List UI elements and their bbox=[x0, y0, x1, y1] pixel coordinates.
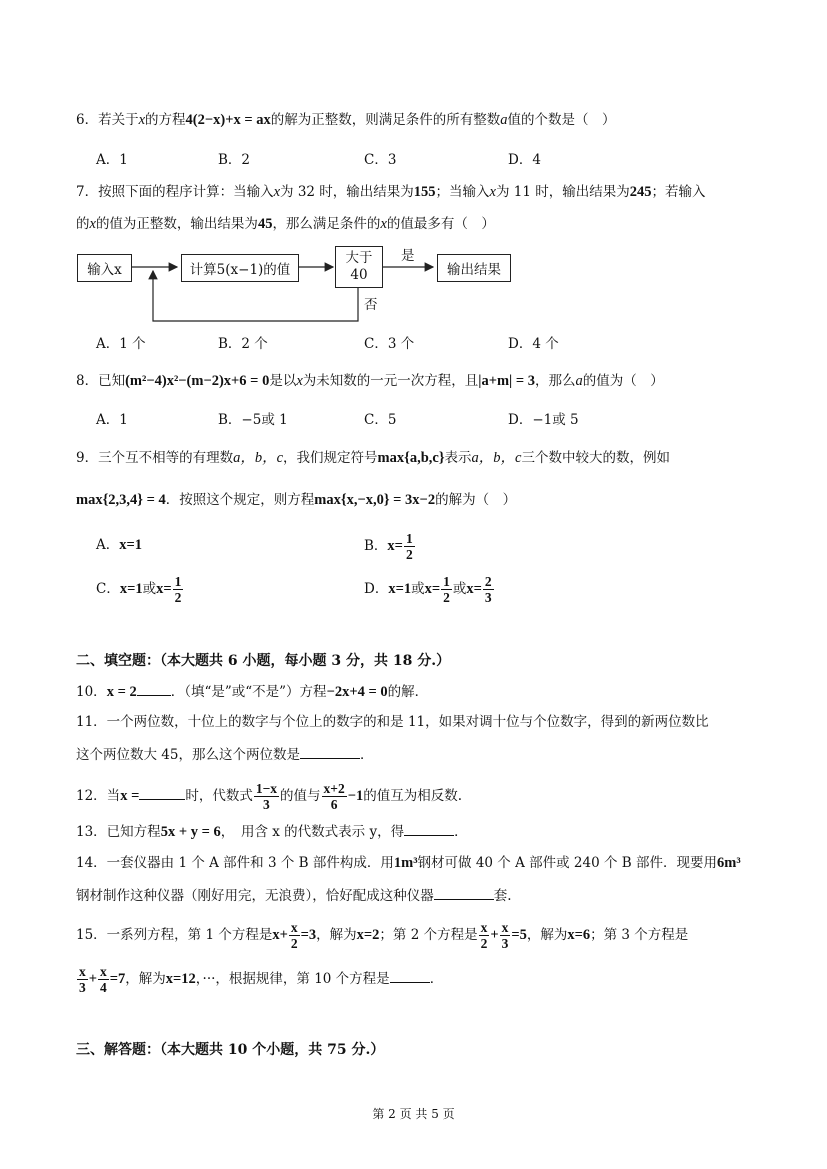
q7-stem-line1: 7．按照下面的程序计算：当输入x为 32 时，输出结果为155；当输入x为 11 时，输出结果为245；若输入 bbox=[76, 184, 706, 200]
flow-compute-box: 计算5(x−1)的值 bbox=[181, 254, 299, 282]
page-footer: 第 2 页 共 5 页 bbox=[372, 1107, 455, 1121]
q7-option-d: D．4 个 bbox=[508, 336, 559, 352]
fraction-x-over-3: $\frac{x}{3}$ bbox=[501, 920, 509, 951]
flow-no-label: 否 bbox=[364, 297, 378, 313]
section-3-heading: 三、解答题：（本大题共 10 个小题，共 75 分.） bbox=[76, 1042, 385, 1058]
fraction-x-over-3: $\frac{x}{3}$ bbox=[79, 964, 86, 995]
flow-yes-label: 是 bbox=[401, 248, 415, 264]
q6-stem: 6．若关于x的方程4(2−x)+x = ax的解为正整数，则满足条件的所有整数a值的个数是（ ） bbox=[76, 112, 616, 128]
q8-option-d: D．−1或 5 bbox=[508, 412, 579, 428]
q6-option-a: A．1 bbox=[96, 152, 128, 168]
fraction-half: $\frac{1}{2}$ bbox=[405, 531, 413, 562]
q9-option-a: A．x=1 bbox=[96, 537, 143, 553]
q9-stem-line2: max{2,3,4} = 4．按照这个规定，则方程max{x,−x,0} = 3x−2的解为（ ） bbox=[76, 492, 517, 508]
q8-option-c: C．5 bbox=[364, 412, 397, 428]
q14-answer-blank[interactable] bbox=[434, 885, 494, 900]
flow-decision-box bbox=[335, 246, 383, 288]
fraction-1-minus-x-over-3: $\frac{1-x}{3}$ bbox=[255, 781, 278, 812]
q6-option-d: D．4 bbox=[508, 152, 541, 168]
q11-answer-blank[interactable] bbox=[300, 744, 360, 759]
q7-stem-line2: 的x的值为正整数，输出结果为45，那么满足条件的x的值最多有（ ） bbox=[76, 216, 495, 232]
q8-option-a: A．1 bbox=[96, 412, 128, 428]
q6-option-c: C．3 bbox=[364, 152, 397, 168]
fraction-x-plus-2-over-6: $\frac{x+2}{6}$ bbox=[323, 781, 345, 812]
q9-option-c: C．x=1或x= $\frac{1}{2}$ bbox=[96, 574, 182, 605]
q8-option-b: B．−5或 1 bbox=[218, 412, 288, 428]
flow-decision-line2: 40 bbox=[350, 267, 368, 283]
q15-stem-line1: 15．一系列方程，第 1 个方程是x+ $\frac{x}{2}$ =3，解为x=2；第 2 个方程是 $\frac{x}{2}$ + $\frac{x}{3}$ =5，解为x=6；第 3 个方程是 bbox=[76, 920, 689, 951]
q9-stem-line1: 9．三个互不相等的有理数a，b，c，我们规定符号max{a,b,c}表示a，b，c三个数中较大的数，例如 bbox=[76, 450, 670, 466]
fraction-x-over-2: $\frac{x}{2}$ bbox=[290, 920, 298, 951]
fraction-x-over-2: $\frac{x}{2}$ bbox=[480, 920, 488, 951]
q11-stem-line2: 这个两位数大 45，那么这个两位数是 ． bbox=[76, 744, 373, 765]
q14-stem-line1: 14．一套仪器由 1 个 A 部件和 3 个 B 部件构成．用1m³钢材可做 40 个 A 部件或 240 个 B 部件．现要用6m³ bbox=[76, 855, 741, 871]
q7-option-b: B．2 个 bbox=[218, 336, 268, 352]
q15-answer-blank[interactable] bbox=[390, 968, 430, 983]
q15-stem-line2: $\frac{x}{3}$ + $\frac{x}{4}$ =7，解为x=12，···，根据规律，第 10 个方程是 ． bbox=[79, 964, 444, 995]
flow-input-box: 输入x bbox=[77, 254, 132, 282]
q13-stem: 13．已知方程5x + y = 6， 用含 x 的代数式表示 y，得 ． bbox=[76, 821, 468, 842]
fraction-half: $\frac{1}{2}$ bbox=[174, 574, 182, 605]
q11-stem-line1: 11．一个两位数，十位上的数字与个位上的数字的和是 11，如果对调十位与个位数字，得到的新两位数比 bbox=[76, 714, 709, 730]
fraction-two-thirds: $\frac{2}{3}$ bbox=[484, 574, 492, 605]
q10-answer-blank[interactable] bbox=[137, 681, 171, 696]
q9-option-d: D．x=1或x= $\frac{1}{2}$ 或x= $\frac{2}{3}$ bbox=[364, 574, 492, 605]
q7-flowchart-arrows bbox=[0, 0, 827, 340]
q9-option-b: B．x= $\frac{1}{2}$ bbox=[364, 531, 413, 562]
flow-output-box: 输出结果 bbox=[437, 254, 511, 282]
q14-stem-line2: 钢材制作这种仪器（刚好用完，无浪费），恰好配成这种仪器 套. bbox=[76, 885, 512, 906]
q6-option-b: B．2 bbox=[218, 152, 251, 168]
q7-option-c: C．3 个 bbox=[364, 336, 415, 352]
flow-decision-line1: 大于 bbox=[345, 250, 373, 266]
q12-stem: 12．当x = 时，代数式 $\frac{1-x}{3}$ 的值与 $\frac{x+2}{6}$ −1的值互为相反数. bbox=[76, 781, 463, 812]
fraction-half: $\frac{1}{2}$ bbox=[443, 574, 450, 605]
section-2-heading: 二、填空题：（本大题共 6 小题，每小题 3 分，共 18 分.） bbox=[76, 653, 451, 669]
q8-stem: 8．已知(m²−4)x²−(m−2)x+6 = 0是以x为未知数的一元一次方程，且|a+m| = 3，那么a的值为（ ） bbox=[76, 373, 664, 389]
q10-stem: 10．x = 2 ．（填“是”或“不是”）方程−2x+4 = 0的解． bbox=[76, 681, 428, 702]
q7-option-a: A．1 个 bbox=[96, 336, 146, 352]
q13-answer-blank[interactable] bbox=[404, 821, 454, 836]
fraction-x-over-4: $\frac{x}{4}$ bbox=[100, 964, 107, 995]
q12-answer-blank[interactable] bbox=[139, 785, 185, 800]
